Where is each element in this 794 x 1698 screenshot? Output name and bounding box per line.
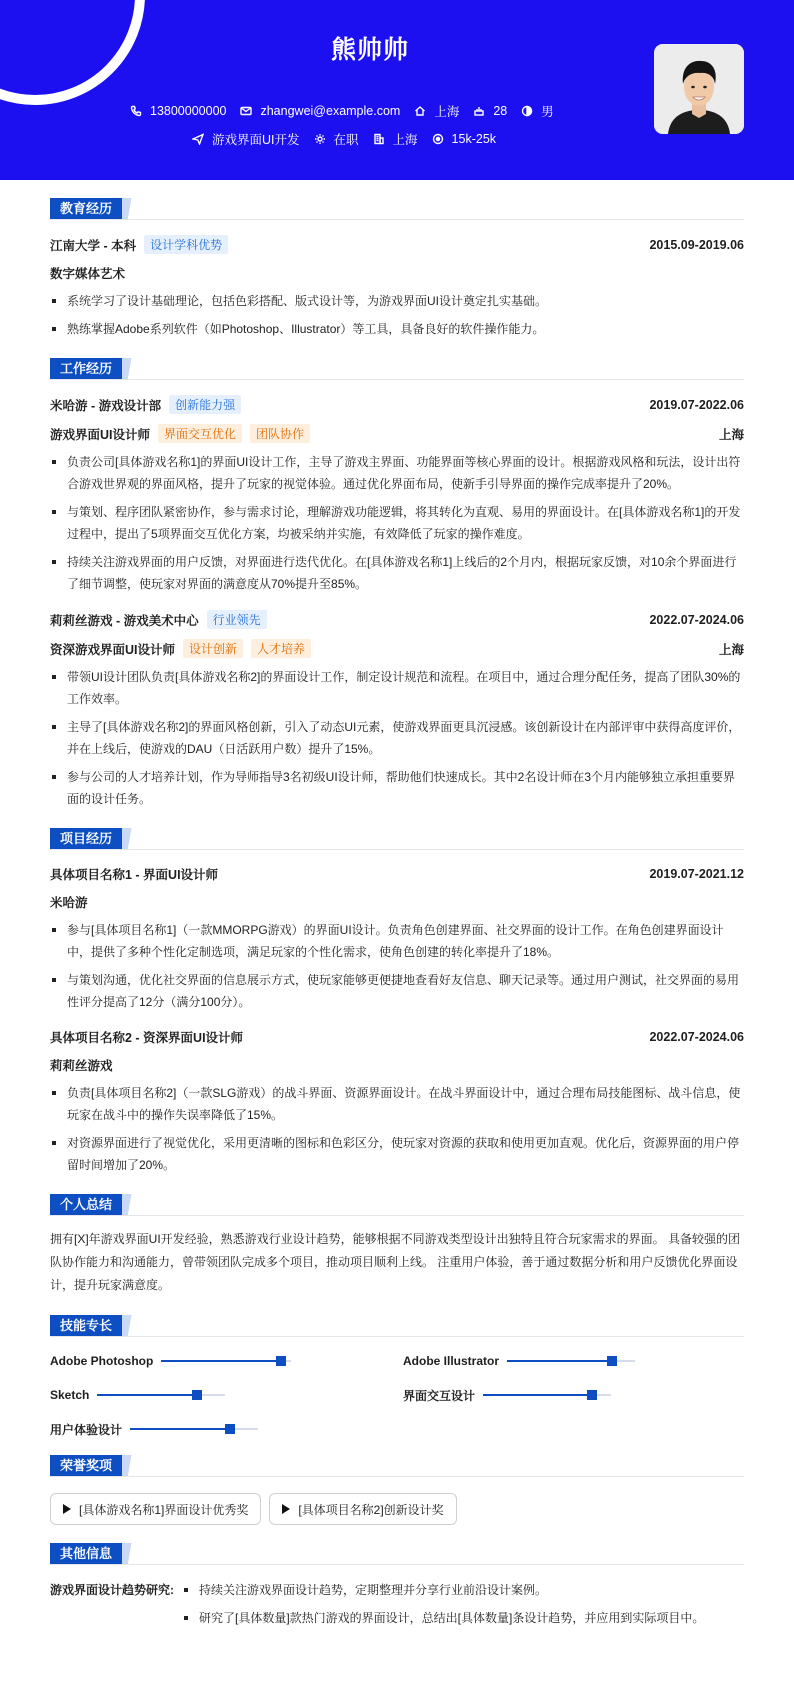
major-row [50,264,744,282]
role-row [50,639,744,658]
skill-bar-fill [97,1394,197,1396]
location-info [414,102,459,120]
salary-text: 15k-25k [451,132,497,146]
city-text: 上海 [392,133,418,147]
skill-item [50,1353,403,1369]
skill-name: Adobe Photoshop [50,1354,154,1368]
job-date: 2022.07-2024.06 [649,612,744,627]
education-bullets [50,290,744,340]
other-label: 游戏界面设计趋势研究: [50,1583,174,1597]
job-bullets [50,451,744,595]
company-name: 米哈游 - 游戏设计部 [50,398,162,413]
job-bullets [50,666,744,810]
skill-item [50,1421,403,1437]
skill-bar-fill [130,1428,230,1430]
status-info [314,130,359,148]
skill-bar [507,1360,635,1362]
list-item: 熟练掌握Adobe系列软件（如Photoshop、Illustrator）等工具，具备良好的软件操作能力。 [50,318,744,340]
award-label: [具体项目名称2]创新设计奖 [298,1502,444,1517]
gender-info [521,102,554,120]
skill-name: Adobe Illustrator [403,1354,500,1368]
section-header [50,828,744,850]
list-item: 带领UI设计团队负责[具体游戏名称2]的界面设计工作，制定设计规范和流程。在项目中，通过合理分配任务，提高了团队30%的工作效率。 [50,666,744,710]
list-item: 主导了[具体游戏名称2]的界面风格创新，引入了动态UI元素，使游戏界面更具沉浸感。该创新设计在内部评审中获得高度评价，并在上线后，使游戏的DAU（日活跃用户数）提升了15%。 [50,716,744,760]
award-label: [具体游戏名称1]界面设计优秀奖 [79,1502,249,1517]
project-org: 米哈游 [50,896,88,910]
contact-row [130,102,568,120]
home-icon [414,105,426,117]
education-entry [50,235,744,254]
gender-text: 男 [541,105,554,119]
position-info [192,130,300,148]
project-bullets [50,1082,744,1176]
skill-bar-knob [607,1356,617,1366]
other-bullets [182,1579,704,1635]
gear-icon [314,133,326,145]
skill-bar-fill [483,1394,592,1396]
skill-bar-knob [192,1390,202,1400]
section-header [50,1315,744,1337]
building-icon [373,133,385,145]
list-item: 持续关注游戏界面设计趋势，定期整理并分享行业前沿设计案例。 [182,1579,704,1601]
skill-bar [161,1360,291,1362]
project-bullets [50,919,744,1013]
section-header [50,1194,744,1216]
age-info [473,104,507,118]
project-entry-1 [50,865,744,883]
section-header [50,1543,744,1565]
phone-text: 13800000000 [150,104,227,118]
age-text: 28 [493,104,508,118]
skill-item [50,1387,403,1403]
skill-bar-fill [161,1360,281,1362]
work-section [50,358,744,810]
skill-name: 用户体验设计 [50,1422,123,1437]
school-tag: 设计学科优势 [144,235,228,254]
job-entry-2 [50,610,744,629]
section-title-other: 其他信息 [50,1543,122,1564]
phone-icon [130,105,142,117]
other-section [50,1543,744,1655]
resume-header [0,0,794,180]
company-tag: 创新能力强 [169,395,241,414]
project-date: 2019.07-2021.12 [649,867,744,881]
school-name: 江南大学 - 本科 [50,238,137,253]
list-item: 负责[具体项目名称2]（一款SLG游戏）的战斗界面、资源界面设计。在战斗界面设计中，通过合理布局技能图标、战斗信息，使玩家在战斗中的操作失误率降低了15%。 [50,1082,744,1126]
list-item: 参与[具体项目名称1]（一款MMORPG游戏）的界面UI设计。负责角色创建界面、社交界面的设计工作。在角色创建界面设计中，提供了多种个性化定制选项，满足玩家的个性化需求，使角色创建的转化率提升了18%。 [50,919,744,963]
role-name: 游戏界面UI设计师 [50,427,151,442]
list-item: 对资源界面进行了视觉优化，采用更清晰的图标和色彩区分，使玩家对资源的获取和使用更加直观。优化后，资源界面的用户停留时间增加了20%。 [50,1132,744,1176]
section-title-awards: 荣誉奖项 [50,1455,122,1476]
company-tag: 行业领先 [207,610,267,629]
skill-bar-knob [587,1390,597,1400]
award-item[interactable] [50,1493,261,1525]
summary-text: 拥有[X]年游戏界面UI开发经验，熟悉游戏行业设计趋势，能够根据不同游戏类型设计出独特且符合玩家需求的界面。 具备较强的团队协作能力和沟通能力，曾带领团队完成多个项目，推动项目顺利上线。 注重用户体验，善于通过数据分析和用户反馈优化界面设计，提升玩家满意度。 [50,1232,741,1292]
project-org: 莉莉丝游戏 [50,1059,113,1073]
skill-bar-knob [276,1356,286,1366]
list-item: 与策划、程序团队紧密协作，参与需求讨论，理解游戏功能逻辑，将其转化为直观、易用的界面设计。在[具体游戏名称1]的开发过程中，提出了5项界面交互优化方案，均被采纳并实施，有效降低了玩家的操作难度。 [50,501,744,545]
role-tag: 设计创新 [183,639,243,658]
project-entry-2 [50,1028,744,1046]
awards-list [50,1493,744,1525]
list-item: 系统学习了设计基础理论，包括色彩搭配、版式设计等，为游戏界面UI设计奠定扎实基础。 [50,290,744,312]
phone-info [130,104,226,118]
email-text: zhangwei@example.com [260,104,401,118]
skill-bar-knob [225,1424,235,1434]
send-icon [192,133,204,145]
section-title-work: 工作经历 [50,358,122,379]
project-name: 具体项目名称2 - 资深界面UI设计师 [50,1031,244,1045]
email-info [240,104,400,118]
project-org-row [50,893,744,911]
project-org-row [50,1056,744,1074]
section-header [50,1455,744,1477]
section-title-summary: 个人总结 [50,1194,122,1215]
section-title-education: 教育经历 [50,198,122,219]
project-date: 2022.07-2024.06 [649,1030,744,1044]
section-header [50,198,744,220]
job-date: 2019.07-2022.06 [649,397,744,412]
skills-section [50,1315,744,1437]
role-name: 资深游戏界面UI设计师 [50,642,176,657]
play-icon [63,1504,71,1514]
role-row [50,424,744,443]
candidate-name: 熊帅帅 [330,36,409,64]
gender-icon [521,105,533,117]
awards-section [50,1455,744,1525]
position-text: 游戏界面UI开发 [212,133,300,147]
skill-bar [97,1394,225,1396]
skill-item [403,1353,744,1369]
avatar [654,44,744,134]
salary-info [432,132,496,146]
job-entry-1 [50,395,744,414]
skill-bar-fill [507,1360,612,1362]
role-tag: 人才培养 [251,639,311,658]
company-name: 莉莉丝游戏 - 游戏美术中心 [50,613,199,628]
job-city: 上海 [718,427,744,442]
city-info [373,130,418,148]
mail-icon [240,105,252,117]
job-row [192,130,510,148]
list-item: 参与公司的人才培养计划，作为导师指导3名初级UI设计师，帮助他们快速成长。其中2名设计师在3个月内能够独立承担重要界面的设计任务。 [50,766,744,810]
section-title-projects: 项目经历 [50,828,122,849]
skill-bar [483,1394,611,1396]
role-tag: 界面交互优化 [158,424,242,443]
list-item: 与策划沟通，优化社交界面的信息展示方式，使玩家能够更便捷地查看好友信息、聊天记录等。通过用户测试，社交界面的易用性评分提高了12分（满分100分）。 [50,969,744,1013]
list-item: 研究了[具体数量]款热门游戏的界面设计，总结出[具体数量]条设计趋势，并应用到实际项目中。 [182,1607,704,1629]
summary-section [50,1194,744,1297]
other-entry [50,1579,744,1635]
skill-name: Sketch [50,1388,90,1402]
section-title-skills: 技能专长 [50,1315,122,1336]
major-name: 数字媒体艺术 [50,267,126,281]
section-header [50,358,744,380]
play-icon [282,1504,290,1514]
education-section [50,198,744,340]
status-text: 在职 [333,133,359,147]
projects-section [50,828,744,1176]
role-tag: 团队协作 [250,424,310,443]
avatar-photo [654,44,744,134]
skill-name: 界面交互设计 [403,1388,476,1403]
list-item: 持续关注游戏界面的用户反馈，对界面进行迭代优化。在[具体游戏名称1]上线后的2个月内，根据玩家反馈，对10余个界面进行了细节调整，使玩家对界面的满意度从70%提升至85%。 [50,551,744,595]
project-name: 具体项目名称1 - 界面UI设计师 [50,868,219,882]
award-item[interactable] [269,1493,456,1525]
job-city: 上海 [718,642,744,657]
education-date: 2015.09-2019.06 [649,237,744,252]
skills-grid [50,1353,744,1437]
coin-icon [432,133,444,145]
skill-bar [130,1428,258,1430]
list-item: 负责公司[具体游戏名称1]的界面UI设计工作，主导了游戏主界面、功能界面等核心界面的设计。根据游戏风格和玩法，设计出符合游戏世界观的界面风格，提升了玩家的视觉体验。通过优化界面布局，使新手引导界面的操作完成率提升了20%。 [50,451,744,495]
cake-icon [473,105,485,117]
location-text: 上海 [434,105,460,119]
skill-item [403,1387,744,1403]
